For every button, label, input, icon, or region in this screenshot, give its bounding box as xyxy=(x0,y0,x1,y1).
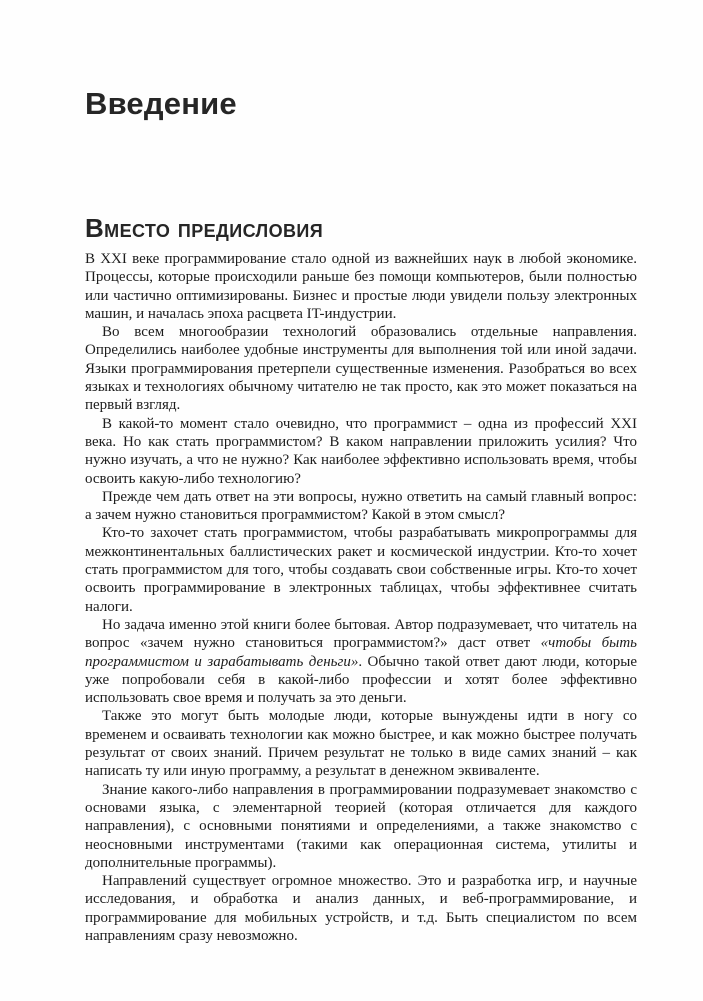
paragraph-motivations: Кто-то захочет стать программистом, чтобы разрабатывать микропрограммы для межконтинентальных баллистических ракет и космической индустрии. Кто-то хочет стать программистом для того, чтобы создавать свои собственные игры. Кто-то хочет освоить программирование в электронных таблицах, чтобы эффективнее считать налоги. xyxy=(85,525,637,615)
paragraph-programmer-profession: В какой-то момент стало очевидно, что программист – одна из профессий XXI века. Но как стать программистом? В каком направлении приложить усилия? Что нужно изучать, а что не нужно? Как наиболее эффективно использовать время, чтобы освоить какую-либо технологию? xyxy=(85,415,637,487)
paragraph-knowledge-scope: Знание какого-либо направления в программировании подразумевает знакомство с основами языка, с элементарной теорией (которая отличается для каждого направления), с основными понятиями и определениями, а также знакомство с неосновными инструментами (такими как операционная система, утилиты и дополнительные программы). xyxy=(85,781,637,871)
body-text xyxy=(85,250,637,945)
paragraph-book-purpose-quote: «чтобы быть программистом и зарабатывать деньги» xyxy=(85,635,637,670)
paragraph-young-people: Также это могут быть молодые люди, которые вынуждены идти в ногу со временем и осваивать технологии как можно быстрее, и как можно быстрее получать результат от своих знаний. Причем результат не только в виде самих знаний – как написать ту или иную программу, а результат в денежном эквиваленте. xyxy=(85,708,637,780)
paragraph-technology-directions: Во всем многообразии технологий образовались отдельные направления. Определились наиболее удобные инструменты для выполнения той или иной задачи. Языки программирования претерпели существенные изменения. Разобраться во всех языках и технологиях обычному читателю не так просто, как это может показаться на первый взгляд. xyxy=(85,324,637,414)
chapter-title: Введение xyxy=(85,86,237,121)
paragraph-book-purpose xyxy=(85,616,637,707)
paragraph-many-directions: Направлений существует огромное множество. Это и разработка игр, и научные исследования, и обработка и анализ данных, и веб-программирование, и программирование для мобильных устройств, и т.д. Быть специалистом по всем направлениям сразу невозможно. xyxy=(85,873,637,944)
paragraph-main-question: Прежде чем дать ответ на эти вопросы, нужно ответить на самый главный вопрос: а зачем нужно становиться программистом? Какой в этом смысл? xyxy=(85,488,637,524)
paragraph-book-purpose-pre: Но задача именно этой книги более бытовая. Автор подразумевает, что читатель на вопрос «зачем нужно становиться программистом?» даст ответ xyxy=(85,616,637,652)
section-heading: Вместо предисловия xyxy=(85,213,324,243)
paragraph-intro-21st-century: В XXI веке программирование стало одной из важнейших наук в любой экономике. Процессы, которые происходили раньше без помощи компьютеров, были полностью или частично оптимизированы. Бизнес и простые люди увидели пользу электронных машин, и началась эпоха расцвета IT-индустрии. xyxy=(85,251,637,322)
paragraph-book-purpose-post: . Обычно такой ответ дают люди, которые уже попробовали себя в какой-либо профессии и хотят более эффективно использовать свое время и получать за это деньги. xyxy=(85,653,637,707)
